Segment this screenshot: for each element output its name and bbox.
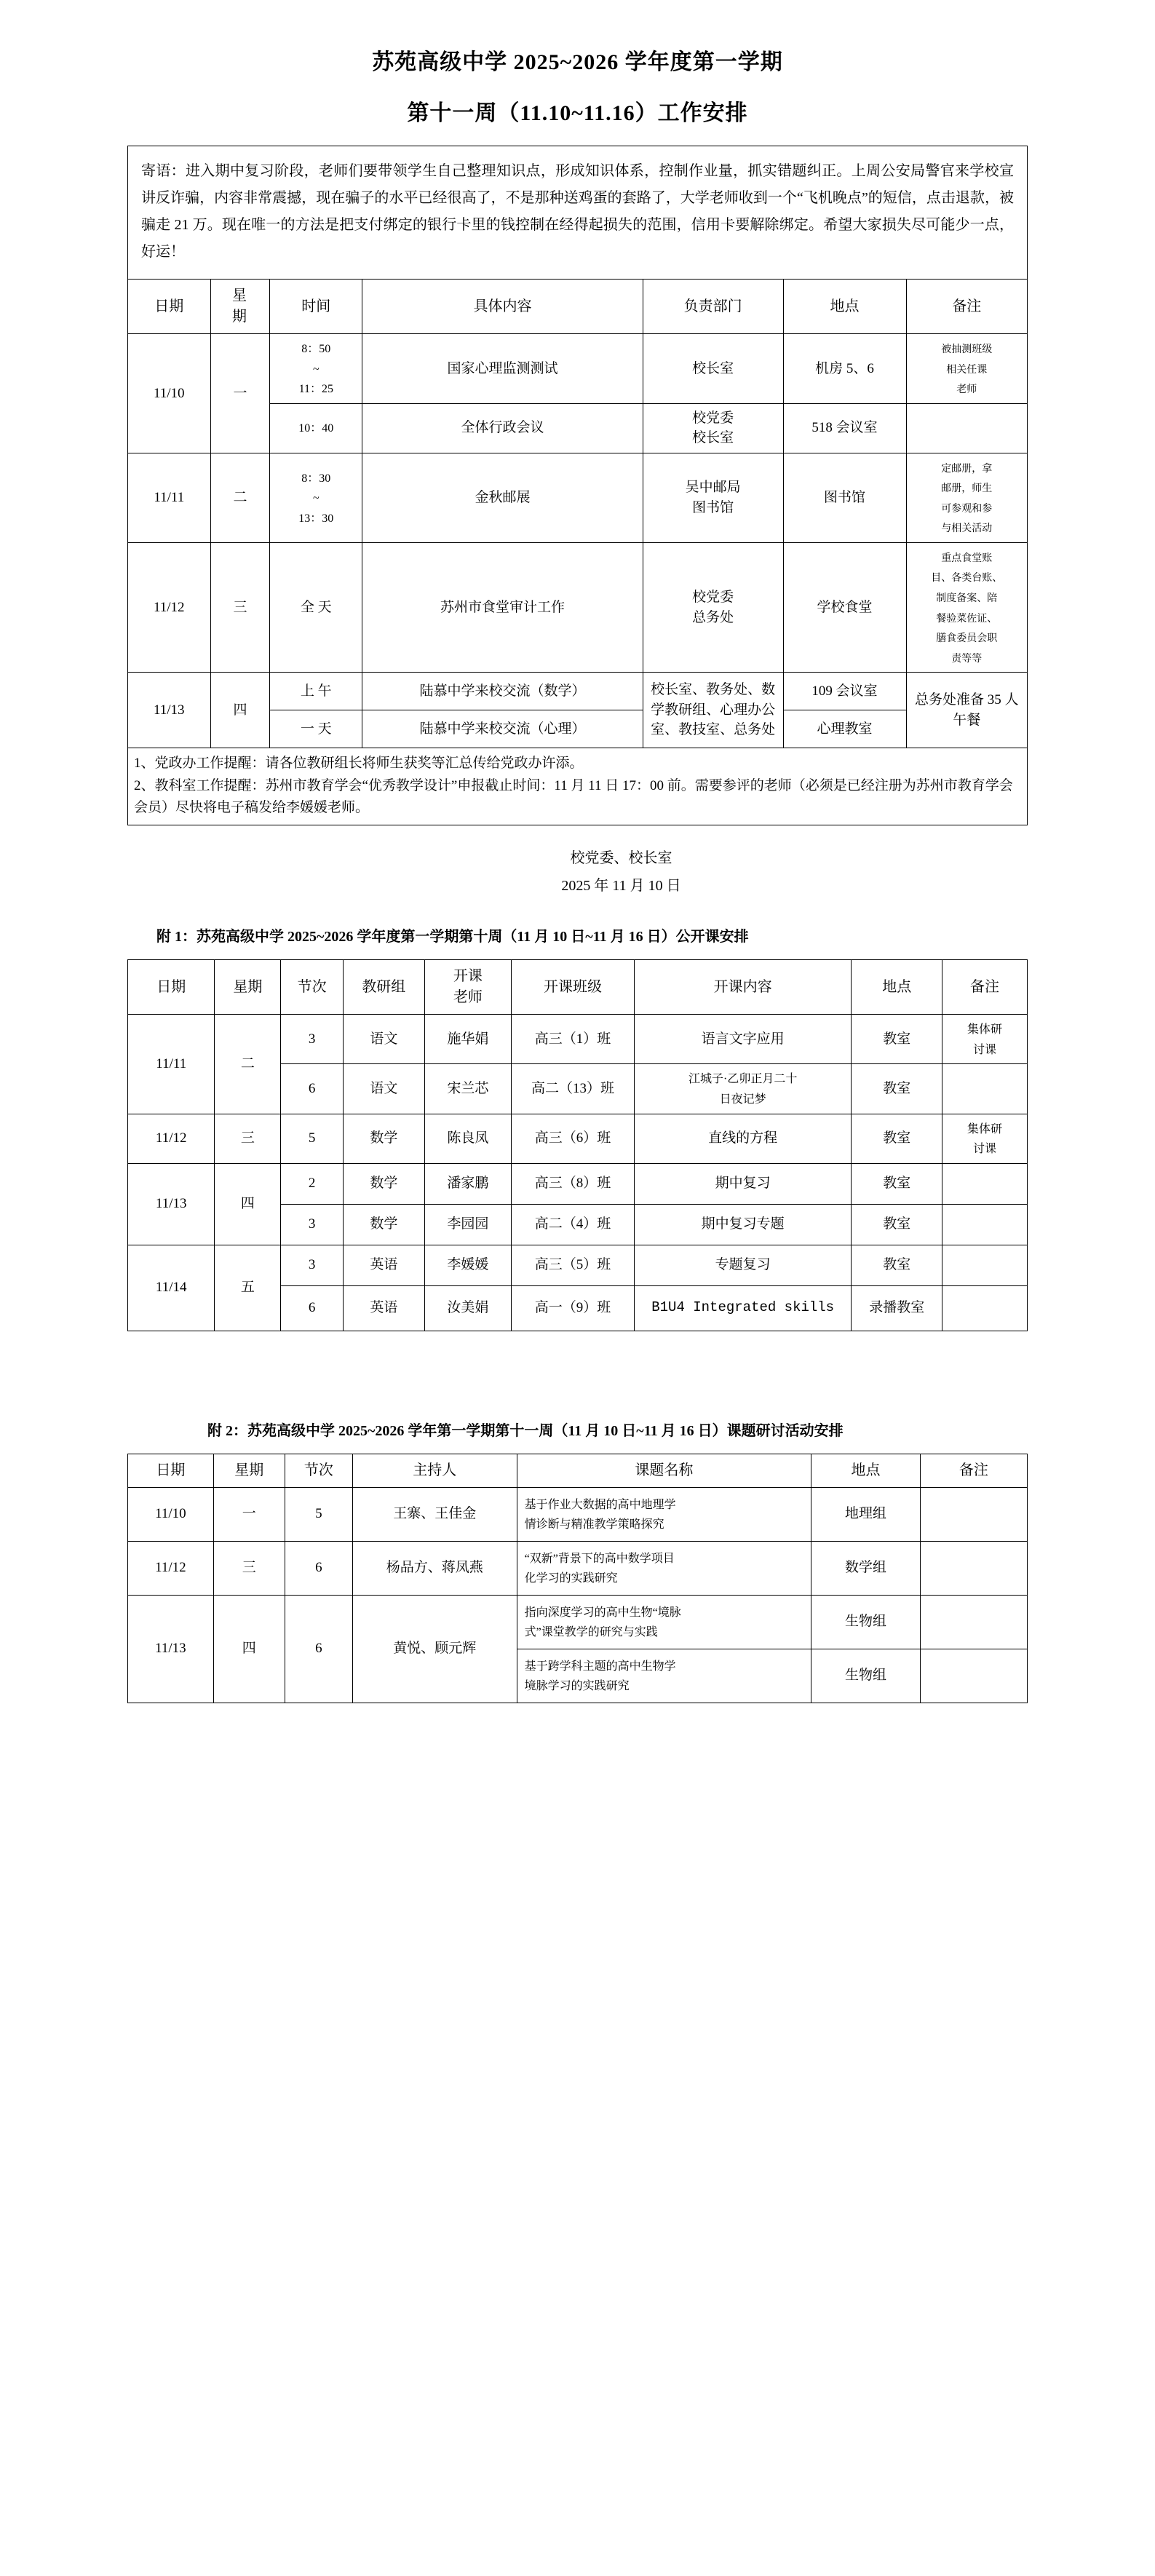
col-content: 具体内容 [362,280,643,334]
cell-note [942,1163,1028,1204]
col-weekday: 星 期 [210,280,270,334]
cell-topic: “双新”背景下的高中数学项目 化学习的实践研究 [517,1541,811,1595]
cell-note: 集体研 讨课 [942,1015,1028,1064]
notice-paragraph: 寄语：进入期中复习阶段，老师们要带领学生自己整理知识点，形成知识体系，控制作业量，抓实错题纠正。上周公安局警官来学校宣讲反诈骗，内容非常震撼，现在骗子的水平已经很高了，不是那种送鸡蛋的套路了，大学老师收到一个“飞机晚点”的短信，点击退款，被骗走 21 万。现在唯一的方法是把支付绑定的银行卡里的钱控制在经得起损失的范围，信用卡要解除绑定。希望大家损失尽可能少一点，好运！ [127,146,1028,279]
cell-weekday: 四 [210,673,270,748]
cell-topic: 指向深度学习的高中生物“境脉 式”课堂教学的研究与实践 [517,1595,811,1649]
cell-place: 生物组 [811,1595,921,1649]
table-row [128,1163,1028,1204]
cell-weekday: 二 [215,1015,281,1114]
cell-weekday: 五 [215,1245,281,1331]
weekly-schedule-table [127,279,1028,748]
col-content: 开课内容 [634,960,852,1015]
cell-note [906,403,1027,453]
cell-content: 语言文字应用 [634,1015,852,1064]
table-row [128,673,1028,710]
col-date: 日期 [128,1454,214,1487]
table-row [128,1245,1028,1285]
cell-dept: 校党委 校长室 [643,403,783,453]
cell-place: 教室 [852,1015,942,1064]
cell-content: 金秋邮展 [362,453,643,542]
col-place: 地点 [852,960,942,1015]
col-note: 备注 [942,960,1028,1015]
col-place: 地点 [783,280,906,334]
cell-weekday: 四 [213,1595,285,1703]
cell-date: 11/14 [128,1245,215,1331]
col-teacher: 开课 老师 [424,960,511,1015]
col-period: 节次 [281,960,344,1015]
cell-period: 6 [281,1285,344,1331]
footer-notes [127,748,1028,825]
cell-note: 重点食堂账 目、各类台账、 制度备案、陪 餐验菜佐证、 膳食委员会职 责等等 [906,542,1027,672]
footer-note-2: 2、教科室工作提醒：苏州市教育学会“优秀教学设计”申报截止时间：11 月 11 日 17：00 前。需要参评的老师（必须是已经注册为苏州市教育学会会员）尽快将电子稿发给李媛媛老师。 [134,777,1013,815]
cell-group: 语文 [344,1064,425,1114]
cell-place: 教室 [852,1114,942,1163]
table-row [128,1595,1028,1649]
cell-time: 上 午 [270,673,362,710]
cell-period: 3 [281,1245,344,1285]
cell-group: 语文 [344,1015,425,1064]
table-row [128,542,1028,672]
cell-content: 陆慕中学来校交流（心理） [362,710,643,748]
cell-group: 数学 [344,1163,425,1204]
cell-date: 11/13 [128,1595,214,1703]
cell-date: 11/11 [128,1015,215,1114]
cell-time: 全 天 [270,542,362,672]
col-topic: 课题名称 [517,1454,811,1487]
cell-note [920,1595,1027,1649]
cell-period: 5 [281,1114,344,1163]
table-row [128,1114,1028,1163]
cell-topic: 基于跨学科主题的高中生物学 境脉学习的实践研究 [517,1649,811,1703]
cell-content: 陆慕中学来校交流（数学） [362,673,643,710]
table-header-row [128,280,1028,334]
cell-date: 11/12 [128,542,211,672]
cell-class: 高二（13）班 [512,1064,635,1114]
cell-host: 王寨、王佳金 [352,1487,517,1541]
cell-period: 6 [285,1595,352,1703]
signature-org: 校党委、校长室 [570,850,672,867]
cell-class: 高三（1）班 [512,1015,635,1064]
col-note: 备注 [906,280,1027,334]
cell-weekday: 四 [215,1163,281,1245]
cell-class: 高三（5）班 [512,1245,635,1285]
cell-teacher: 李媛媛 [424,1245,511,1285]
cell-period: 3 [281,1204,344,1245]
col-class: 开课班级 [512,960,635,1015]
cell-note [920,1541,1027,1595]
cell-class: 高三（6）班 [512,1114,635,1163]
cell-period: 5 [285,1487,352,1541]
research-topic-table [127,1454,1028,1703]
cell-weekday: 一 [213,1487,285,1541]
cell-place: 学校食堂 [783,542,906,672]
col-weekday: 星期 [215,960,281,1015]
cell-note [920,1487,1027,1541]
cell-class: 高一（9）班 [512,1285,635,1331]
bottom-spacer [127,1703,1028,1747]
cell-content: 国家心理监测测试 [362,334,643,404]
cell-place: 109 会议室 [783,673,906,710]
table-row [128,1541,1028,1595]
cell-note: 定邮册，拿 邮册，师生 可参观和参 与相关活动 [906,453,1027,542]
cell-place: 教室 [852,1064,942,1114]
cell-place: 518 会议室 [783,403,906,453]
cell-place: 教室 [852,1245,942,1285]
cell-teacher: 李园园 [424,1204,511,1245]
cell-dept: 校党委 总务处 [643,542,783,672]
cell-class: 高二（4）班 [512,1204,635,1245]
cell-teacher: 汝美娟 [424,1285,511,1331]
cell-place: 数学组 [811,1541,921,1595]
cell-note: 被抽测班级 相关任课 老师 [906,334,1027,404]
col-dept: 负责部门 [643,280,783,334]
col-host: 主持人 [352,1454,517,1487]
cell-content: 专题复习 [634,1245,852,1285]
cell-weekday: 一 [210,334,270,453]
cell-date: 11/11 [128,453,211,542]
cell-place: 教室 [852,1163,942,1204]
cell-place: 生物组 [811,1649,921,1703]
cell-date: 11/12 [128,1541,214,1595]
cell-place: 地理组 [811,1487,921,1541]
cell-content: 苏州市食堂审计工作 [362,542,643,672]
cell-time: 8：50 ~ 11：25 [270,334,362,404]
cell-content: B1U4 Integrated skills [634,1285,852,1331]
cell-topic: 基于作业大数据的高中地理学 情诊断与精准教学策略探究 [517,1487,811,1541]
cell-period: 3 [281,1015,344,1064]
cell-dept: 校长室、教务处、数学教研组、心理办公室、教技室、总务处 [643,673,783,748]
cell-class: 高三（8）班 [512,1163,635,1204]
cell-teacher: 施华娟 [424,1015,511,1064]
col-date: 日期 [128,280,211,334]
cell-content: 全体行政会议 [362,403,643,453]
cell-time: 8：30 ~ 13：30 [270,453,362,542]
cell-period: 6 [285,1541,352,1595]
cell-place: 录播教室 [852,1285,942,1331]
cell-time: 10：40 [270,403,362,453]
cell-note [920,1649,1027,1703]
col-time: 时间 [270,280,362,334]
cell-note [942,1245,1028,1285]
table-row [128,1015,1028,1064]
cell-weekday: 三 [213,1541,285,1595]
cell-date: 11/10 [128,334,211,453]
col-note: 备注 [920,1454,1027,1487]
cell-content: 期中复习专题 [634,1204,852,1245]
cell-note: 集体研 讨课 [942,1114,1028,1163]
cell-group: 数学 [344,1114,425,1163]
cell-place: 机房 5、6 [783,334,906,404]
attachment1-title: 附 1：苏苑高级中学 2025~2026 学年度第一学期第十周（11 月 10 日~11 月 16 日）公开课安排 [156,929,749,946]
cell-place: 教室 [852,1204,942,1245]
cell-host: 黄悦、顾元辉 [352,1595,517,1703]
cell-period: 2 [281,1163,344,1204]
cell-date: 11/13 [128,673,211,748]
cell-date: 11/10 [128,1487,214,1541]
cell-period: 6 [281,1064,344,1114]
col-weekday: 星期 [213,1454,285,1487]
cell-note [942,1204,1028,1245]
table-row [128,1487,1028,1541]
cell-date: 11/12 [128,1114,215,1163]
footer-note-1: 1、党政办工作提醒：请各位教研组长将师生获奖等汇总传给党政办许添。 [134,756,584,772]
cell-dept: 校长室 [643,334,783,404]
cell-dept: 吴中邮局 图书馆 [643,453,783,542]
cell-place: 图书馆 [783,453,906,542]
col-group: 教研组 [344,960,425,1015]
table-row [128,334,1028,404]
cell-group: 英语 [344,1245,425,1285]
table-row [128,453,1028,542]
table-header-row [128,960,1028,1015]
col-place: 地点 [811,1454,921,1487]
cell-teacher: 宋兰芯 [424,1064,511,1114]
cell-teacher: 陈良凤 [424,1114,511,1163]
cell-host: 杨品方、蒋凤燕 [352,1541,517,1595]
signature-date: 2025 年 11 月 10 日 [561,878,681,895]
cell-note: 总务处准备 35 人午餐 [906,673,1027,748]
cell-weekday: 三 [210,542,270,672]
cell-group: 数学 [344,1204,425,1245]
col-period: 节次 [285,1454,352,1487]
cell-time: 一 天 [270,710,362,748]
cell-teacher: 潘家鹏 [424,1163,511,1204]
cell-weekday: 二 [210,453,270,542]
cell-weekday: 三 [215,1114,281,1163]
cell-content: 期中复习 [634,1163,852,1204]
cell-place: 心理教室 [783,710,906,748]
table-header-row [128,1454,1028,1487]
cell-group: 英语 [344,1285,425,1331]
public-class-table [127,959,1028,1331]
attachment2-title: 附 2：苏苑高级中学 2025~2026 学年第一学期第十一周（11 月 10 日~11 月 16 日）课题研讨活动安排 [207,1422,844,1439]
cell-content: 直线的方程 [634,1114,852,1163]
cell-note [942,1285,1028,1331]
col-date: 日期 [128,960,215,1015]
cell-note [942,1064,1028,1114]
cell-content: 江城子·乙卯正月二十 日夜记梦 [634,1064,852,1114]
page-title: 苏苑高级中学 2025~2026 学年度第一学期 [372,50,783,74]
signature-block [127,844,1028,900]
page-subtitle: 第十一周（11.10~11.16）工作安排 [407,101,748,125]
cell-date: 11/13 [128,1163,215,1245]
